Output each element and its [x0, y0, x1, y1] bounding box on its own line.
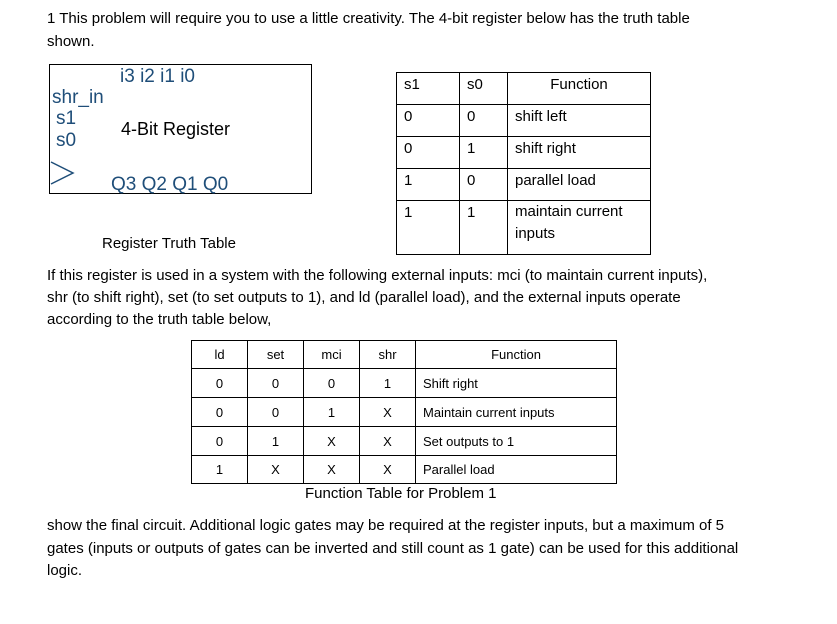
table-row [397, 105, 651, 137]
function-table-caption: Function Table for Problem 1 [305, 485, 497, 502]
cell-function: shift right [508, 137, 651, 169]
register-s1-label: s1 [56, 108, 77, 129]
cell-ld: 1 [192, 456, 248, 484]
table-row [192, 456, 617, 484]
body-line-2: shr (to shift right), set (to set outputs to 1), and ld (parallel load), and the external inputs operate [47, 289, 681, 306]
cell-set: 1 [248, 427, 304, 456]
register-truth-table [396, 72, 651, 255]
register-s0-label: s0 [56, 130, 77, 151]
cell-mci: 0 [304, 369, 360, 398]
cell-shr: X [360, 456, 416, 484]
cell-set: 0 [248, 398, 304, 427]
table-row [192, 369, 617, 398]
cell-function: parallel load [508, 169, 651, 201]
header-set: set [248, 341, 304, 369]
cell-function: Shift right [416, 369, 617, 398]
table-row [192, 398, 617, 427]
register-table-caption: Register Truth Table [102, 235, 236, 252]
header-s1: s1 [397, 73, 460, 105]
intro-line-1: 1 This problem will require you to use a little creativity. The 4-bit register below has the truth table [47, 10, 690, 27]
closing-line-3: logic. [47, 562, 83, 579]
cell-s0: 1 [460, 201, 508, 255]
cell-function: Maintain current inputs [416, 398, 617, 427]
cell-ld: 0 [192, 427, 248, 456]
table-row [397, 169, 651, 201]
cell-ld: 0 [192, 369, 248, 398]
header-function: Function [508, 73, 651, 105]
cell-shr: X [360, 398, 416, 427]
cell-shr: X [360, 427, 416, 456]
header-shr: shr [360, 341, 416, 369]
cell-function: maintain current inputs [508, 201, 651, 255]
cell-function: shift left [508, 105, 651, 137]
cell-mci: X [304, 427, 360, 456]
function-table-header [192, 341, 617, 369]
header-ld: ld [192, 341, 248, 369]
cell-mci: 1 [304, 398, 360, 427]
register-block [49, 64, 312, 194]
register-outputs: Q3 Q2 Q1 Q0 [111, 174, 229, 195]
register-table-header [397, 73, 651, 105]
cell-s1: 1 [397, 201, 460, 255]
function-table [191, 340, 617, 484]
cell-s1: 1 [397, 169, 460, 201]
header-function: Function [416, 341, 617, 369]
cell-function: Parallel load [416, 456, 617, 484]
register-title: 4-Bit Register [121, 119, 231, 139]
body-line-1: If this register is used in a system with the following external inputs: mci (to maintain current inputs), [47, 267, 708, 284]
cell-ld: 0 [192, 398, 248, 427]
intro-line-2: shown. [47, 33, 95, 50]
cell-s1: 0 [397, 105, 460, 137]
cell-s0: 0 [460, 105, 508, 137]
header-mci: mci [304, 341, 360, 369]
cell-set: X [248, 456, 304, 484]
body-line-3: according to the truth table below, [47, 311, 272, 328]
cell-function: Set outputs to 1 [416, 427, 617, 456]
register-shr-in-label: shr_in [52, 87, 104, 108]
cell-s1: 0 [397, 137, 460, 169]
cell-s0: 0 [460, 169, 508, 201]
table-row [192, 427, 617, 456]
header-s0: s0 [460, 73, 508, 105]
cell-set: 0 [248, 369, 304, 398]
register-data-inputs: i3 i2 i1 i0 [120, 66, 195, 87]
table-row [397, 137, 651, 169]
cell-shr: 1 [360, 369, 416, 398]
cell-mci: X [304, 456, 360, 484]
clock-input-icon [50, 161, 78, 187]
closing-line-2: gates (inputs or outputs of gates can be inverted and still count as 1 gate) can be used for this additional [47, 540, 739, 557]
cell-s0: 1 [460, 137, 508, 169]
table-row [397, 201, 651, 255]
closing-line-1: show the final circuit. Additional logic gates may be required at the register inputs, but a maximum of 5 [47, 517, 725, 534]
